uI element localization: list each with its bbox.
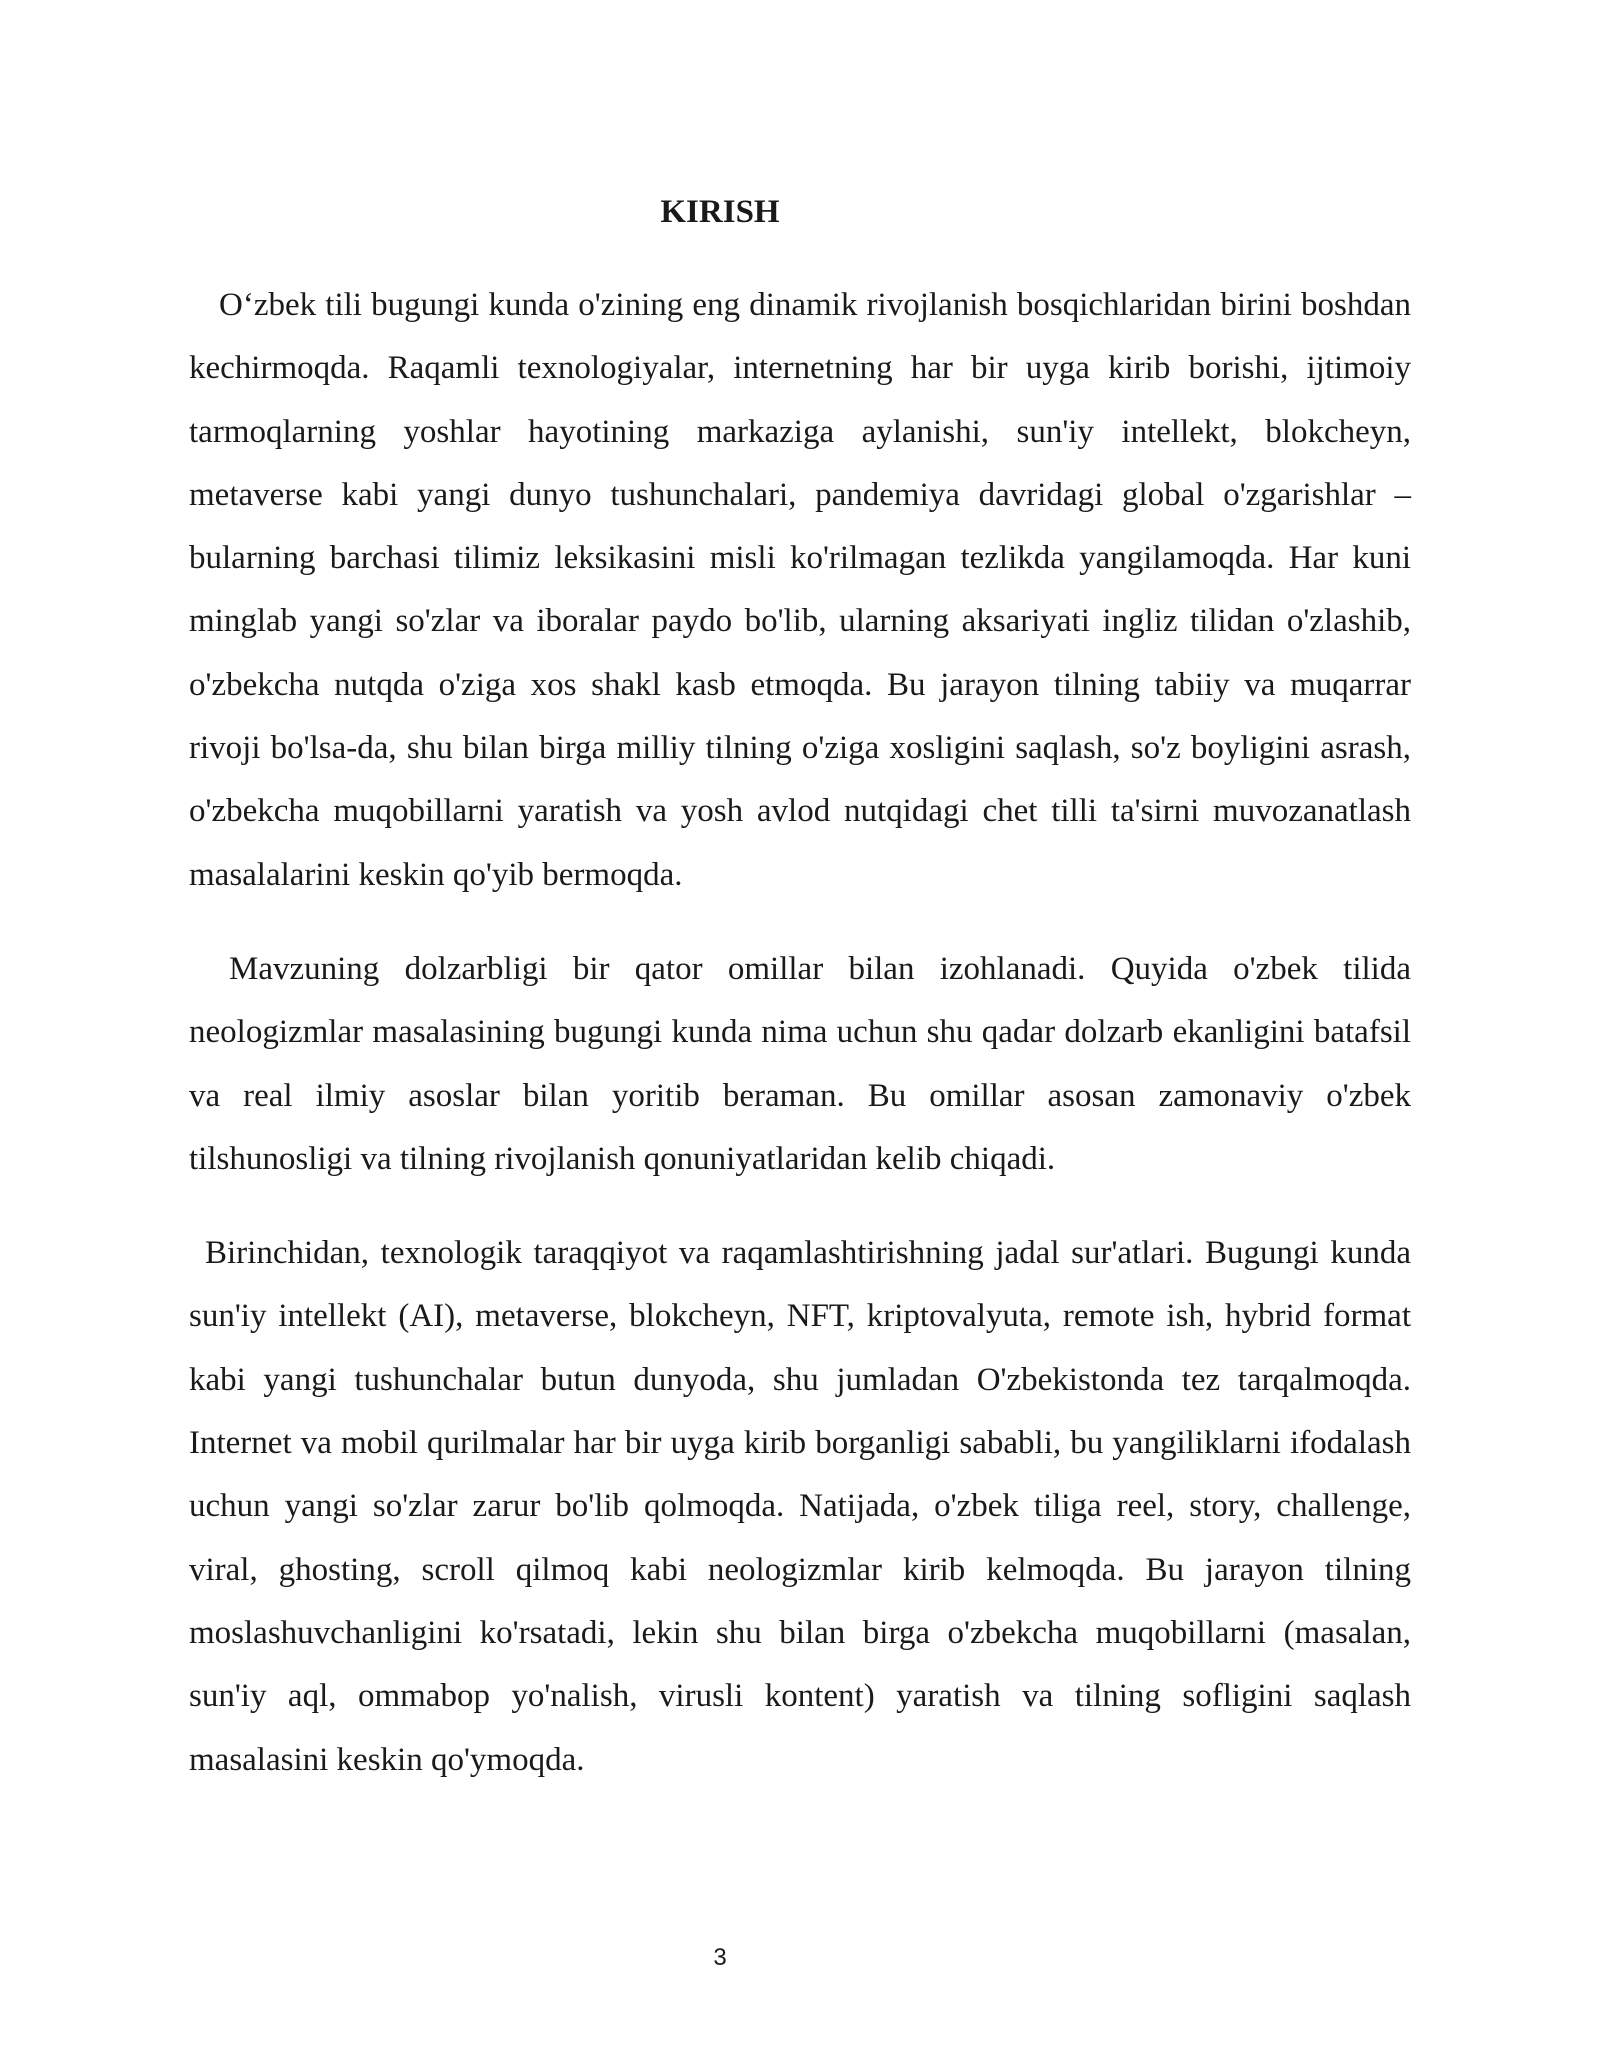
- paragraph-relevance: Mavzuning dolzarbligi bir qator omillar bilan izohlanadi. Quyida o'zbek tilida neologizmlar masalasining bugungi kunda nima uchun shu qadar dolzarb ekanligini batafsil va real ilmiy asoslar bilan yoritib beraman. Bu omillar asosan zamonaviy o'zbek tilshunosligi va tilning rivojlanish qonuniyatlaridan kelib chiqadi.: [189, 950, 1411, 1177]
- paragraph-technology: Birinchidan, texnologik taraqqiyot va raqamlashtirishning jadal sur'atlari. Bugungi kunda sun'iy intellekt (AI), metaverse, blokcheyn, NFT, kriptovalyuta, remote ish, hybrid format kabi yangi tushunchalar butun dunyoda, shu jumladan O'zbekistonda tez tarqalmoqda. Internet va mobil qurilmalar har bir uyga kirib borganligi sababli, bu yangiliklarni ifodalash uchun yangi so'zlar zarur bo'lib qolmoqda. Natijada, o'zbek tiliga reel, story, challenge, viral, ghosting, scroll qilmoq kabi neologizmlar kirib kelmoqda. Bu jarayon tilning moslashuvchanligini ko'rsatadi, lekin shu bilan birga o'zbekcha muqobillarni (masalan, sun'iy aql, ommabop yo'nalish, virusli kontent) yaratish va tilning sofligini saqlash masalasini keskin qo'ymoqda.: [189, 1235, 1411, 1778]
- page-title: KIRISH: [660, 194, 780, 230]
- page-number: 3: [713, 1944, 727, 1971]
- document-body: [189, 274, 1411, 1823]
- paragraph-intro: O‘zbek tili bugungi kunda o'zining eng dinamik rivojlanish bosqichlaridan birini boshdan kechirmoqda. Raqamli texnologiyalar, internetning har bir uyga kirib borishi, ijtimoiy tarmoqlarning yoshlar hayotining markaziga aylanishi, sun'iy intellekt, blokcheyn, metaverse kabi yangi dunyo tushunchalari, pandemiya davridagi global o'zgarishlar – bularning barchasi tilimiz leksikasini misli ko'rilmagan tezlikda yangilamoqda. Har kuni minglab yangi so'zlar va iboralar paydo bo'lib, ularning aksariyati ingliz tilidan o'zlashib, o'zbekcha nutqda o'ziga xos shakl kasb etmoqda. Bu jarayon tilning tabiiy va muqarrar rivoji bo'lsa-da, shu bilan birga milliy tilning o'ziga xosligini saqlash, so'z boyligini asrash, o'zbekcha muqobillarni yaratish va yosh avlod nutqidagi chet tilli ta'sirni muvozanatlash masalalarini keskin qo'yib bermoqda.: [189, 287, 1411, 893]
